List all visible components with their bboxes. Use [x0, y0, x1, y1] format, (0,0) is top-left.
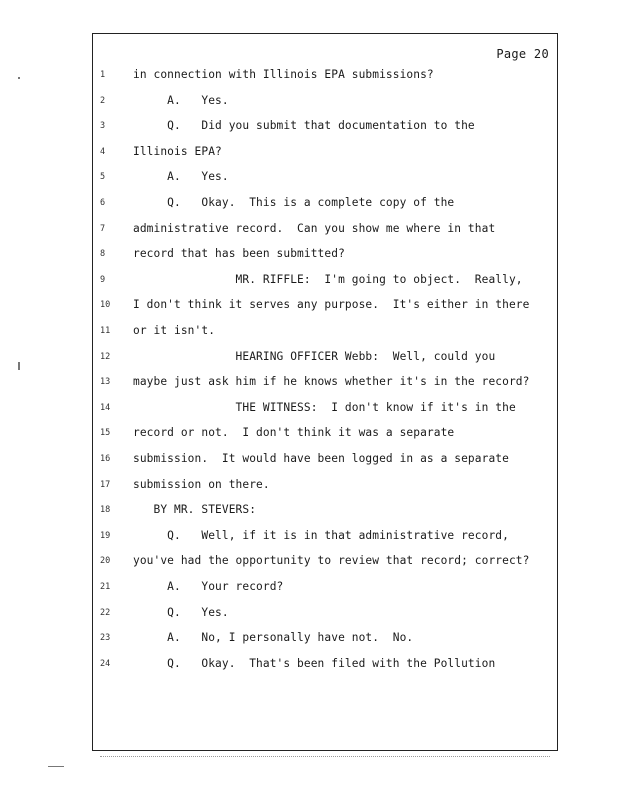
footer-scan-line — [100, 756, 550, 758]
transcript-line — [93, 527, 557, 545]
line-number: 10 — [100, 300, 111, 311]
transcript-line — [93, 476, 557, 494]
line-text: administrative record. Can you show me where in that — [133, 221, 496, 235]
transcript-line — [93, 604, 557, 622]
line-number: 19 — [100, 530, 111, 541]
line-text: MR. RIFFLE: I'm going to object. Really, — [133, 272, 523, 286]
transcript-line — [93, 92, 557, 110]
transcript-line — [93, 322, 557, 340]
line-number: 22 — [100, 607, 111, 618]
line-text: submission. It would have been logged in as a separate — [133, 452, 509, 465]
line-text: submission on there. — [133, 477, 270, 491]
line-text: Illinois EPA? — [133, 144, 222, 158]
line-text: maybe just ask him if he knows whether it's in the record? — [133, 375, 530, 389]
line-number: 17 — [100, 479, 111, 490]
line-text: A. Your record? — [133, 580, 284, 593]
transcript-line — [93, 655, 557, 673]
line-number: 3 — [100, 121, 106, 132]
line-text: HEARING OFFICER Webb: Well, could you — [133, 349, 496, 363]
transcript-line — [93, 348, 557, 366]
line-number: 21 — [100, 582, 111, 592]
transcript-line — [93, 424, 557, 442]
transcript-line — [93, 220, 557, 238]
line-number: 23 — [100, 633, 111, 644]
transcript-line — [93, 143, 557, 161]
line-number: 9 — [100, 274, 106, 285]
line-text: Q. Did you submit that documentation to the — [133, 119, 475, 133]
line-text: BY MR. STEVERS: — [133, 503, 257, 517]
transcript-line — [93, 245, 557, 263]
transcript-line — [93, 552, 557, 570]
line-number: 7 — [100, 223, 106, 234]
transcript-line — [93, 399, 557, 417]
line-text: THE WITNESS: I don't know if it's in the — [133, 400, 516, 414]
line-number: 15 — [100, 428, 111, 439]
transcript-line — [93, 117, 557, 135]
transcript-line — [93, 168, 557, 186]
scan-mark — [18, 362, 20, 370]
transcript-line — [93, 271, 557, 289]
line-number: 14 — [100, 402, 111, 413]
page-number: Page 20 — [496, 47, 549, 61]
line-text: Q. Okay. This is a complete copy of the — [133, 196, 455, 209]
scan-mark — [18, 77, 20, 79]
line-text: Q. Yes. — [133, 605, 229, 619]
line-text: record that has been submitted? — [133, 247, 345, 261]
transcript-line — [93, 629, 557, 647]
line-number: 16 — [100, 454, 111, 464]
transcript-line — [93, 578, 557, 596]
line-text: or it isn't. — [133, 324, 216, 337]
transcript-page — [92, 33, 558, 751]
line-number: 24 — [100, 658, 111, 669]
line-text: record or not. I don't think it was a separate — [133, 426, 455, 440]
transcript-line — [93, 66, 557, 84]
line-number: 20 — [100, 556, 111, 567]
line-number: 13 — [100, 377, 111, 388]
line-text: I don't think it serves any purpose. It's either in there — [133, 298, 530, 312]
line-number: 2 — [100, 95, 106, 106]
line-number: 18 — [100, 505, 111, 516]
line-number: 8 — [100, 249, 106, 260]
transcript-line — [93, 501, 557, 519]
line-text: A. Yes. — [133, 170, 229, 184]
line-text: A. No, I personally have not. No. — [133, 631, 414, 645]
transcript-line — [93, 373, 557, 391]
line-text: Q. Okay. That's been filed with the Pollution — [133, 656, 496, 670]
transcript-line — [93, 194, 557, 212]
line-number: 5 — [100, 172, 106, 183]
line-text: Q. Well, if it is in that administrative record, — [133, 528, 509, 542]
line-number: 11 — [100, 326, 111, 336]
scan-mark — [48, 766, 64, 767]
line-number: 12 — [100, 351, 111, 362]
line-text: in connection with Illinois EPA submissions? — [133, 68, 434, 81]
line-text: you've had the opportunity to review that record; correct? — [133, 554, 530, 568]
line-text: A. Yes. — [133, 93, 229, 107]
transcript-line — [93, 450, 557, 468]
line-number: 1 — [100, 70, 106, 80]
transcript-line — [93, 296, 557, 314]
line-number: 6 — [100, 198, 106, 208]
line-number: 4 — [100, 146, 106, 157]
